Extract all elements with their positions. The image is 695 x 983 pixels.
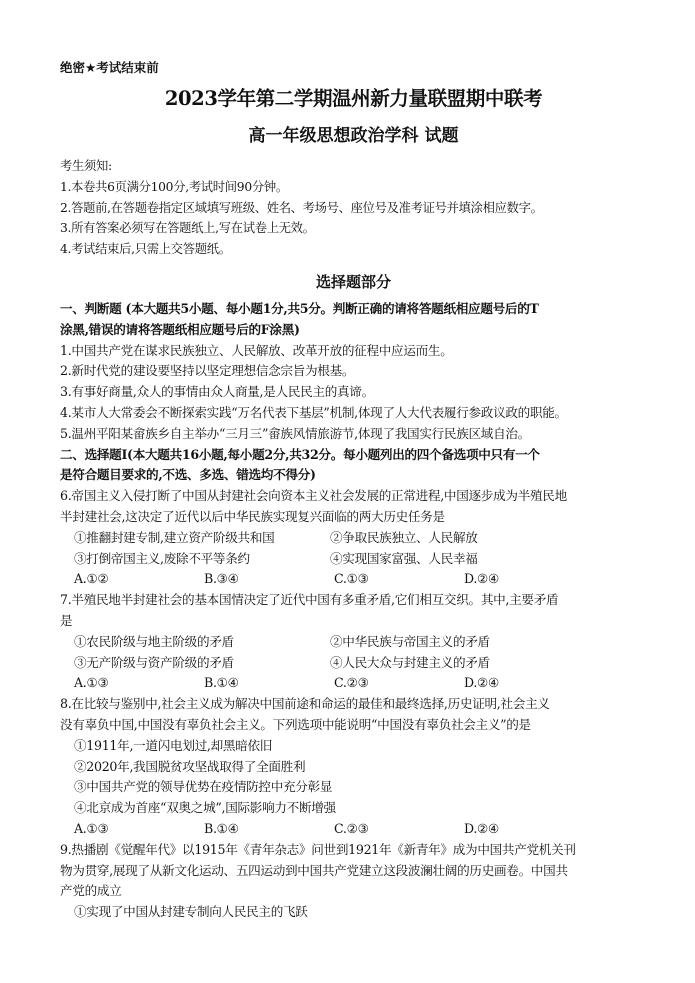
note-item: 1.本卷共6页满分100分,考试时间90分钟。	[60, 179, 288, 194]
choice-section	[60, 445, 647, 923]
option: ③中国共产党的领导优势在疫情防控中充分彰显	[74, 779, 333, 795]
judgment-heading-cont: 涂黑,错误的请将答题纸相应题号后的F涂黑)	[60, 321, 300, 337]
option: ②中华民族与帝国主义的矛盾	[330, 633, 490, 649]
option-row	[60, 653, 647, 674]
section-title: 选择题部分	[315, 272, 391, 291]
judgment-section	[60, 299, 647, 445]
answer-option: B.①④	[204, 675, 239, 691]
answer-option: A.①②	[74, 571, 109, 587]
answer-option: D.②④	[464, 820, 500, 836]
question-9	[60, 840, 647, 923]
answer-option: B.①④	[204, 820, 239, 836]
exam-title: 2023学年第二学期温州新力量联盟期中联考	[164, 87, 543, 110]
judgment-item: 5.温州平阳某畲族乡自主举办“三月三”畲族风情旅游节,体现了我国实行民族区域自治。	[60, 425, 530, 441]
confidential-mark: 绝密★考试结束前	[60, 60, 159, 75]
question-stem: 8.在比较与鉴别中,社会主义成为解决中国前途和命运的最佳和最终选择,历史证明,社会主义	[60, 696, 550, 712]
option: ④北京成为首座“双奥之城”,国际影响力不断增强	[74, 800, 336, 816]
question-stem: 没有辜负中国,中国没有辜负社会主义。下列选项中能说明“中国没有辜负社会主义”的是	[60, 716, 531, 732]
question-stem: 6.帝国主义入侵打断了中国从封建社会向资本主义社会发展的正常进程,中国逐步成为半殖民地	[60, 488, 567, 504]
answer-row	[60, 819, 647, 840]
option: ①实现了中国从封建专制向人民民主的飞跃	[74, 904, 308, 920]
option-row	[60, 528, 647, 549]
question-stem: 7.半殖民地半封建社会的基本国情决定了近代中国有多重矛盾,它们相互交织。其中,主要矛盾	[60, 592, 559, 608]
choice-heading: 二、选择题Ⅰ(本大题共16小题,每小题2分,共32分。每小题列出的四个备选项中只有一个	[60, 446, 540, 462]
option: ④人民大众与封建主义的矛盾	[330, 654, 490, 670]
answer-option: C.②③	[334, 820, 369, 836]
question-8	[60, 694, 647, 840]
answer-option: D.②④	[464, 571, 500, 587]
judgment-item: 3.有事好商量,众人的事情由众人商量,是人民民主的真谛。	[60, 384, 374, 400]
judgment-item: 1.中国共产党在谋求民族独立、人民解放、改革开放的征程中应运而生。	[60, 342, 453, 358]
option-row	[60, 549, 647, 570]
notes-heading: 考生须知:	[60, 159, 112, 173]
option: ③无产阶级与资产阶级的矛盾	[74, 654, 234, 670]
question-stem: 9.热播剧《觉醒年代》以1915年《青年杂志》问世到1921年《新青年》成为中国共产党机关刊	[60, 841, 576, 857]
candidate-notes	[60, 156, 647, 260]
answer-row	[60, 569, 647, 590]
answer-option: D.②④	[464, 675, 500, 691]
note-item: 2.答题前,在答题卷指定区域填写班级、姓名、考场号、座位号及准考证号并填涂相应数字。	[60, 200, 543, 215]
note-item: 3.所有答案必须写在答题纸上,写在试卷上无效。	[60, 221, 315, 236]
question-stem: 半封建社会,这决定了近代以后中华民族实现复兴面临的两大历史任务是	[60, 508, 445, 524]
answer-option: A.①③	[74, 820, 109, 836]
note-item: 4.考试结束后,只需上交答题纸。	[60, 242, 231, 257]
question-stem: 产党的成立	[60, 883, 122, 899]
answer-option: C.②③	[334, 675, 369, 691]
judgment-heading: 一、判断题 (本大题共5小题、每小题1分,共5分。判断正确的请将答题纸相应题号后的T	[60, 300, 539, 316]
option-row	[60, 632, 647, 653]
answer-row	[60, 673, 647, 694]
option: ①农民阶级与地主阶级的矛盾	[74, 633, 234, 649]
question-stem: 是	[60, 612, 73, 628]
option: ③打倒帝国主义,废除不平等条约	[74, 550, 250, 566]
question-7	[60, 590, 647, 694]
judgment-item: 2.新时代党的建设要坚持以坚定理想信念宗旨为根基。	[60, 363, 355, 379]
question-stem: 物为贯穿,展现了从新文化运动、五四运动到中国共产党建立这段波澜壮阔的历史画卷。中国共	[60, 862, 568, 878]
option: ②争取民族独立、人民解放	[330, 529, 478, 545]
question-6	[60, 486, 647, 590]
option: ④实现国家富强、人民幸福	[330, 550, 478, 566]
answer-option: B.③④	[204, 571, 239, 587]
judgment-item: 4.某市人大常委会不断探索实践“万名代表下基层”机制,体现了人大代表履行参政议政的职能。	[60, 404, 567, 420]
choice-heading-cont: 是符合题目要求的,不选、多选、错选均不得分)	[60, 467, 316, 483]
option: ①1911年,一道闪电划过,却黑暗依旧	[74, 737, 273, 753]
option: ②2020年,我国脱贫攻坚战取得了全面胜利	[74, 758, 306, 774]
option: ①推翻封建专制,建立资产阶级共和国	[74, 529, 275, 545]
exam-subtitle: 高一年级思想政治学科 试题	[248, 126, 459, 146]
answer-option: C.①③	[334, 571, 369, 587]
answer-option: A.①③	[74, 675, 109, 691]
